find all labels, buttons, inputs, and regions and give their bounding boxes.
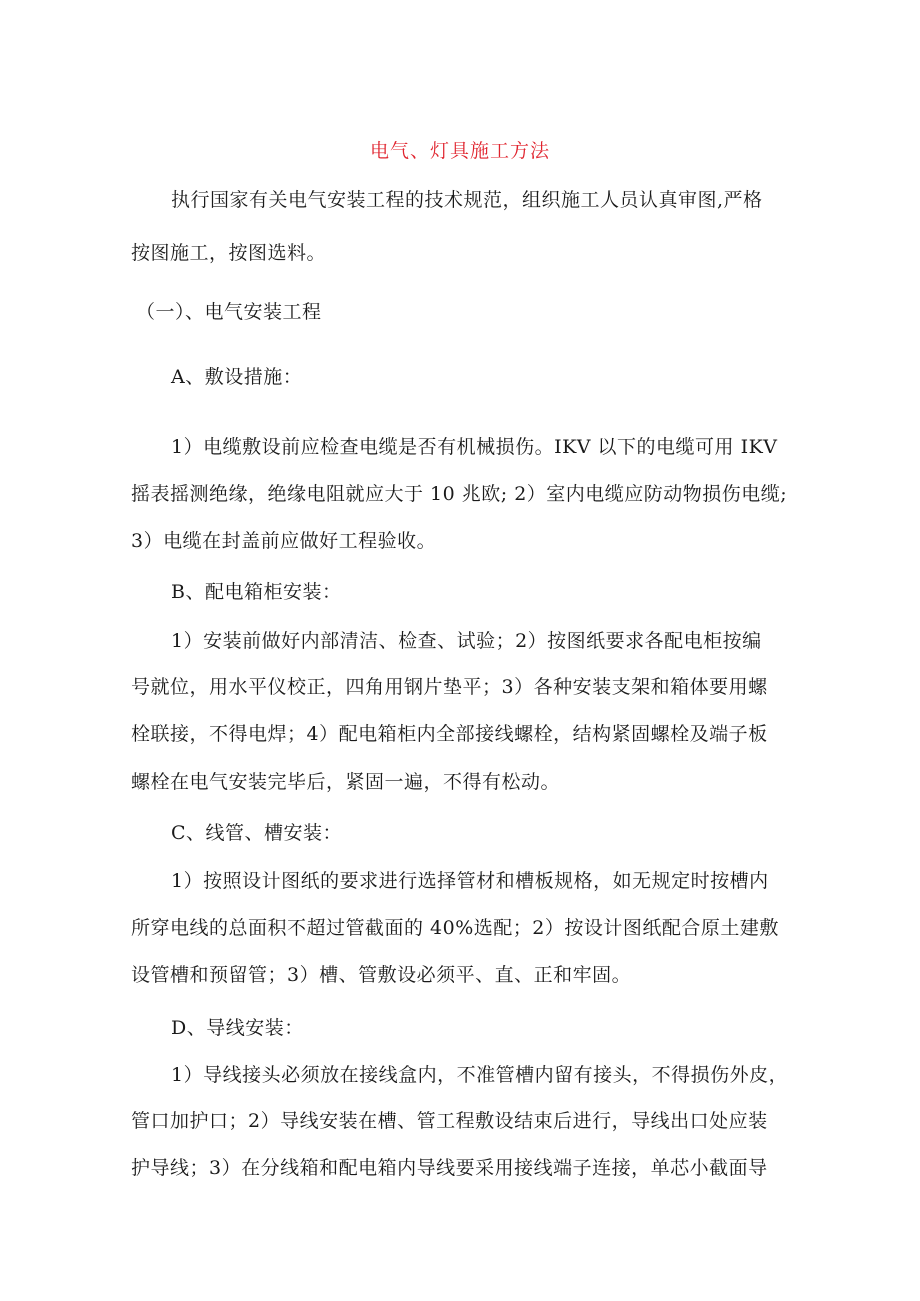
paragraph-line: 所穿电线的总面积不超过管截面的 40%选配；2）按设计图纸配合原土建敷 [131,917,779,939]
section-heading: （一）、电气安装工程 [136,301,322,323]
paragraph-line: 按图施工，按图选料。 [131,242,327,264]
paragraph-line: 号就位，用水平仪校正，四角用钢片垫平；3）各种安装支架和箱体要用螺 [131,676,768,698]
paragraph-line: 1）按照设计图纸的要求进行选择管材和槽板规格，如无规定时按槽内 [171,870,769,892]
paragraph-line: 护导线；3）在分线箱和配电箱内导线要采用接线端子连接，单芯小截面导 [131,1157,768,1179]
subsection-heading: B、配电箱柜安装： [171,581,342,603]
paragraph-line: 设管槽和预留管；3）槽、管敷设必须平、直、正和牢固。 [131,964,632,986]
paragraph-line: 1）导线接头必须放在接线盒内，不准管槽内留有接头，不得损伤外皮， [171,1064,789,1086]
document-title: 电气、灯具施工方法 [369,140,550,162]
paragraph-line: 3）电缆在封盖前应做好工程验收。 [131,530,437,552]
subsection-heading: C、线管、槽安装： [171,822,343,844]
subsection-heading: A、敷设措施： [171,366,303,388]
paragraph-line: 螺栓在电气安装完毕后，紧固一遍，不得有松动。 [131,771,561,793]
paragraph-line: 执行国家有关电气安装工程的技术规范，组织施工人员认真审图,严格 [171,189,763,211]
paragraph-line: 管口加护口；2）导线安装在槽、管工程敷设结束后进行，导线出口处应装 [131,1110,768,1132]
subsection-heading: D、导线安装： [171,1017,304,1039]
paragraph-line: 1）安装前做好内部清洁、检查、试验；2）按图纸要求各配电柜按编 [171,630,762,652]
paragraph-line: 1）电缆敷设前应检查电缆是否有机械损伤。IKV 以下的电缆可用 IKV [171,436,778,458]
paragraph-line: 摇表摇测绝缘，绝缘电阻就应大于 10 兆欧; 2）室内电缆应防动物损伤电缆; [131,483,788,505]
paragraph-line: 栓联接，不得电焊；4）配电箱柜内全部接线螺栓，结构紧固螺栓及端子板 [131,723,768,745]
